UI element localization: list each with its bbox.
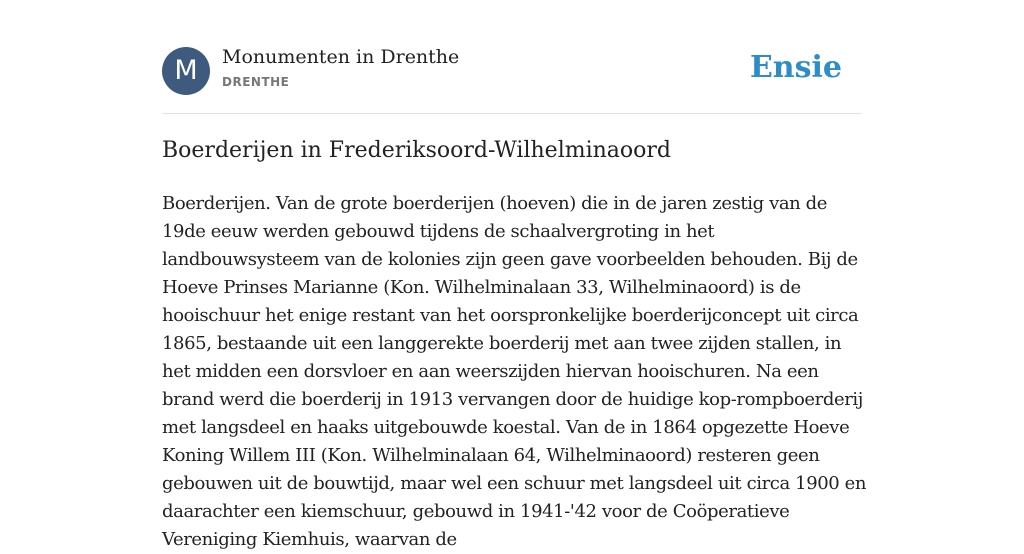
article-title: Boerderijen in Frederiksoord-Wilhelminaoord [162, 138, 671, 163]
divider [162, 113, 862, 114]
article-body: Boerderijen. Van de grote boerderijen (hoeven) die in de jaren zestig van de 19de eeuw werden gebouwd tijdens de schaalvergroting in het landbouwsysteem van de kolonies zijn geen gave voorbeelden behouden. Bij de Hoeve Prinses Marianne (Kon. Wilhelminalaan 33, Wilhelminaoord) is de hooischuur het enige restant van het oorspronkelijke boerderijconcept uit circa 1865, bestaande uit een langgerekte boerderij met aan twee zijden stallen, in het midden een dorsvloer en aan weerszijden hiervan hooischuren. Na een brand werd die boerderij in 1913 vervangen door de huidige kop-rompboerderij met langsdeel en haaks uitgebouwde koestal. Van de in 1864 opgezette Hoeve Koning Willem III (Kon. Wilhelminalaan 64, Wilhelminaoord) resteren geen gebouwen uit de bouwtijd, maar wel een schuur met langsdeel uit circa 1900 en daarachter een kiemschuur, gebouwd in 1941-'42 voor de Coöperatieve Vereniging Kiemhuis, waarvan de [162, 193, 867, 550]
publication-subtitle[interactable]: DRENTHE [222, 75, 290, 89]
publication-header [162, 46, 862, 96]
brand-logo[interactable]: Ensie [749, 50, 842, 85]
publication-title[interactable]: Monumenten in Drenthe [222, 46, 460, 68]
avatar[interactable]: M [162, 47, 210, 95]
